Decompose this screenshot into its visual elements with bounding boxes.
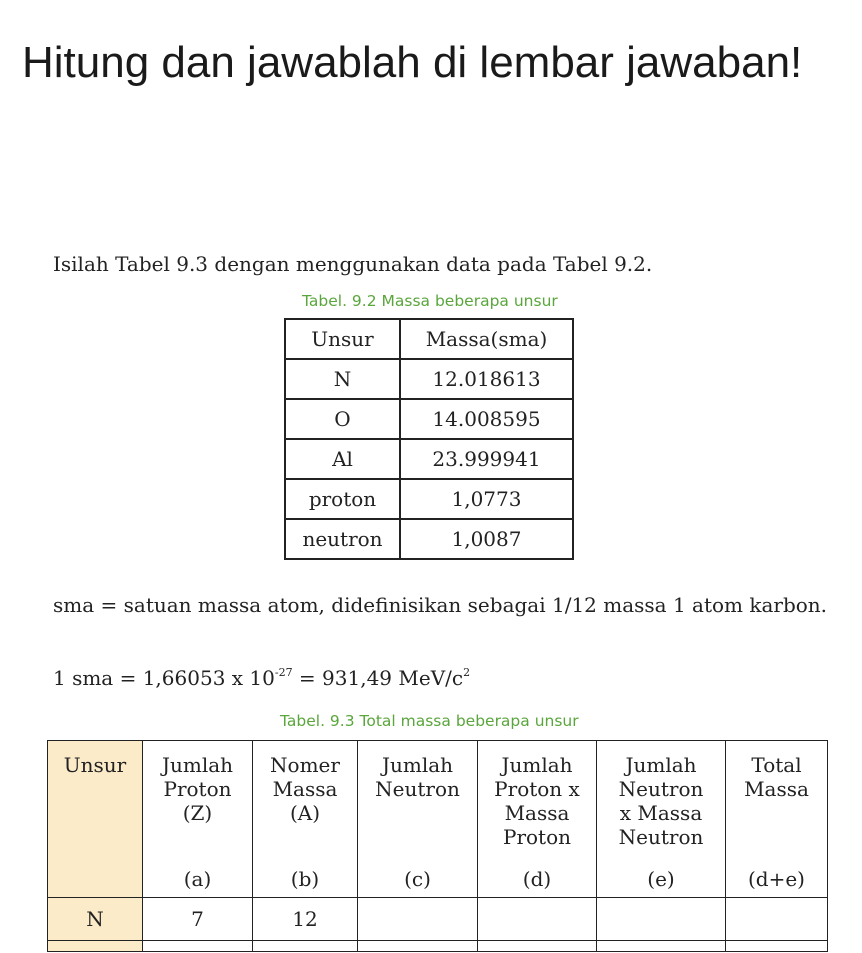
header-label: (d+e) <box>747 867 805 891</box>
header-jumlah-neutron <box>358 741 478 898</box>
table-cell: proton <box>285 479 400 519</box>
table-9-2 <box>284 318 574 560</box>
table-9-2-header-cell: Unsur <box>285 319 400 359</box>
table-cell: 12 <box>253 898 358 941</box>
formula-middle: = 931,49 MeV/c <box>292 666 464 690</box>
table-9-3 <box>47 740 828 952</box>
table-cell <box>726 941 828 952</box>
header-label: (b) <box>290 867 320 891</box>
header-nomer-massa <box>253 741 358 898</box>
table-9-2-caption: Tabel. 9.2 Massa beberapa unsur <box>302 292 558 310</box>
table-cell: 1,0773 <box>400 479 573 519</box>
formula-exponent-2: 2 <box>463 666 471 679</box>
table-cell: 1,0087 <box>400 519 573 559</box>
header-total-massa <box>726 741 828 898</box>
table-row <box>48 941 828 952</box>
table-cell <box>726 898 828 941</box>
header-unsur <box>48 741 143 898</box>
table-cell: N <box>48 898 143 941</box>
table-9-3-caption: Tabel. 9.3 Total massa beberapa unsur <box>280 712 579 730</box>
header-jumlah-proton <box>143 741 253 898</box>
table-row <box>48 898 828 941</box>
header-title: Jumlah Proton x Massa Proton <box>494 753 580 849</box>
table-cell <box>253 941 358 952</box>
table-cell: 23.999941 <box>400 439 573 479</box>
table-9-3-header-row <box>48 741 828 898</box>
table-cell <box>478 941 597 952</box>
header-label: (d) <box>522 867 552 891</box>
table-cell: 12.018613 <box>400 359 573 399</box>
table-cell <box>478 898 597 941</box>
table-cell: neutron <box>285 519 400 559</box>
header-title: Jumlah Proton (Z) <box>161 753 234 825</box>
table-row <box>285 359 573 399</box>
header-title: Nomer Massa (A) <box>270 753 340 825</box>
table-row <box>285 519 573 559</box>
instruction-text: Isilah Tabel 9.3 dengan menggunakan data pada Tabel 9.2. <box>53 252 653 276</box>
header-title: Total Massa <box>744 753 809 801</box>
table-9-2-header-cell: Massa(sma) <box>400 319 573 359</box>
table-cell: Al <box>285 439 400 479</box>
table-cell <box>358 941 478 952</box>
header-title: Jumlah Neutron x Massa Neutron <box>618 753 704 849</box>
table-cell: O <box>285 399 400 439</box>
table-cell: 7 <box>143 898 253 941</box>
table-row <box>285 479 573 519</box>
table-9-2-header-row <box>285 319 573 359</box>
sma-definition: sma = satuan massa atom, didefinisikan sebagai 1/12 massa 1 atom karbon. <box>53 593 828 617</box>
header-proton-x-massa <box>478 741 597 898</box>
page-heading: Hitung dan jawablah di lembar jawaban! <box>22 38 803 87</box>
header-neutron-x-massa <box>597 741 726 898</box>
table-cell <box>143 941 253 952</box>
table-cell: N <box>285 359 400 399</box>
table-cell: 14.008595 <box>400 399 573 439</box>
table-cell <box>597 941 726 952</box>
table-cell <box>48 941 143 952</box>
formula-exponent: -27 <box>274 666 293 679</box>
header-title: Jumlah Neutron <box>375 753 460 801</box>
header-label: (a) <box>183 867 212 891</box>
table-row <box>285 439 573 479</box>
header-label: (e) <box>647 867 675 891</box>
table-cell <box>597 898 726 941</box>
table-cell <box>358 898 478 941</box>
header-title: Unsur <box>63 753 127 777</box>
header-label: (c) <box>404 867 431 891</box>
formula-prefix: 1 sma = 1,66053 x 10 <box>53 666 275 690</box>
sma-formula <box>53 666 470 690</box>
table-row <box>285 399 573 439</box>
